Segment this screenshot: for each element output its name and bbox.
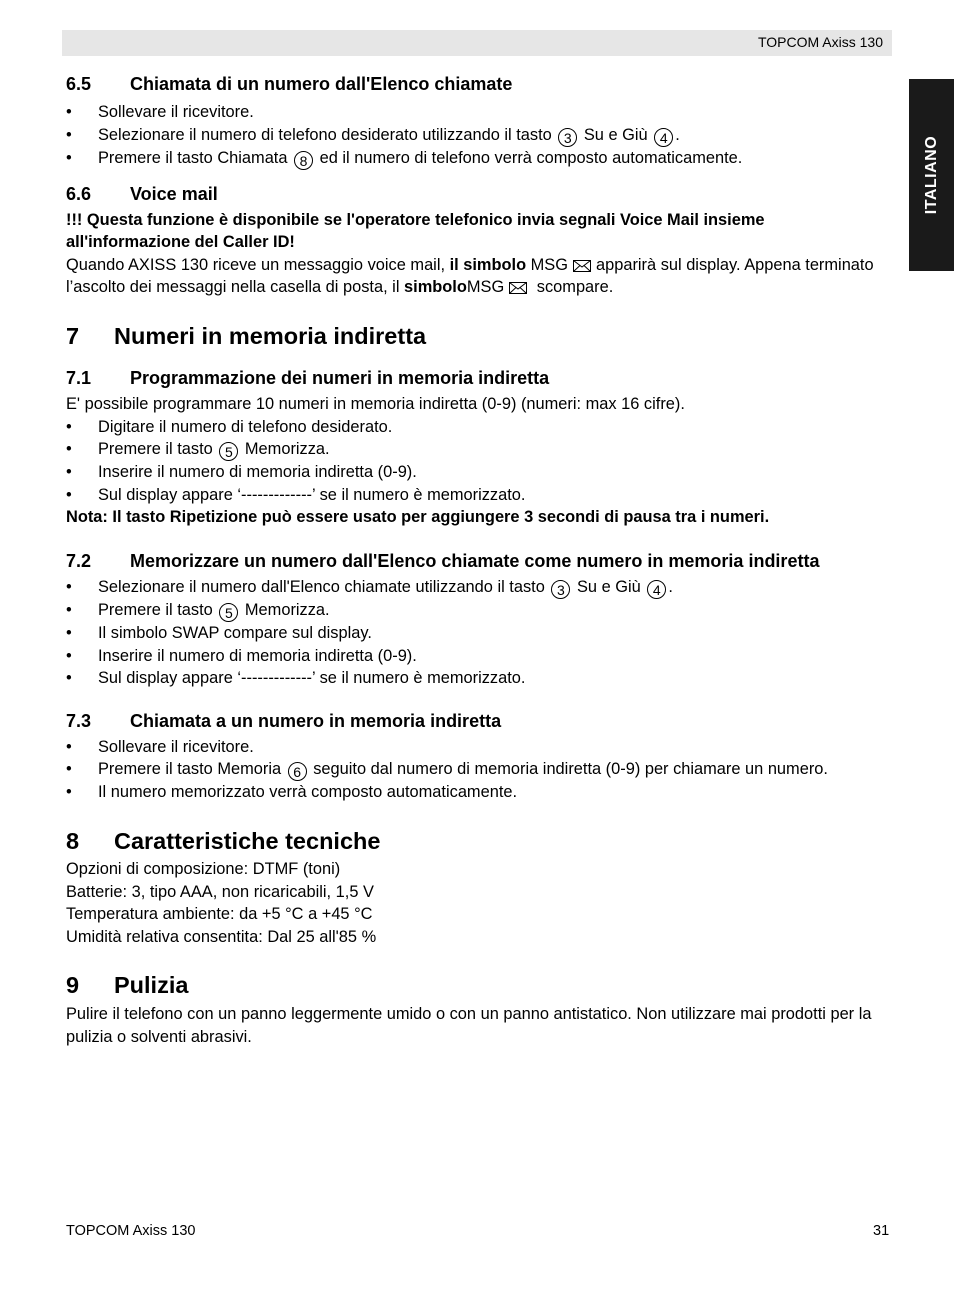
- key-4-icon: 4: [647, 580, 666, 599]
- envelope-icon: [572, 259, 592, 273]
- warning-text: !!! Questa funzione è disponibile se l'operatore telefonico invia segnali Voice Mail insieme all'informazione del Caller ID!: [66, 210, 765, 252]
- key-5-icon: 5: [219, 603, 238, 622]
- chapter-title: Pulizia: [114, 972, 189, 999]
- chapter-8-heading: [66, 826, 892, 856]
- section-number: 7.2: [66, 550, 92, 571]
- key-3-icon: 3: [558, 128, 577, 147]
- chapter-9-heading: [66, 970, 892, 1000]
- section-6-5-heading: [66, 72, 892, 96]
- list-item: • Inserire il numero di memoria indiretta (0-9).: [66, 461, 892, 484]
- cleaning-paragraph: Pulire il telefono con un panno leggermente umido o con un panno antistatico. Non utilizzare mai prodotti per la pulizia o solventi abrasivi.: [66, 1005, 872, 1046]
- list-item: • Selezionare il numero di telefono desiderato utilizzando il tasto 3 Su e Giù 4 .: [66, 124, 892, 147]
- spec-line: Umidità relativa consentita: Dal 25 all'85 %: [66, 927, 377, 946]
- spec-line: Temperatura ambiente: da +5 °C a +45 °C: [66, 905, 373, 924]
- language-tab: [909, 79, 954, 271]
- section-7-3-heading: [66, 709, 892, 733]
- intro-text: E' possibile programmare 10 numeri in memoria indiretta (0-9) (numeri: max 16 cifre).: [66, 394, 685, 413]
- language-tab-label: ITALIANO: [922, 135, 940, 215]
- header-bar: [62, 30, 892, 56]
- bullet-list: [66, 576, 892, 690]
- key-3-icon: 3: [551, 580, 570, 599]
- section-title: Chiamata a un numero in memoria indiretta: [130, 710, 502, 731]
- list-item: • Il simbolo SWAP compare sul display.: [66, 622, 892, 645]
- list-item: • Premere il tasto Chiamata 8 ed il numero di telefono verrà composto automaticamente.: [66, 147, 892, 170]
- envelope-icon: [508, 281, 528, 295]
- page-number: 31: [873, 1223, 890, 1239]
- list-item: • Sul display appare ‘-------------’ se il numero è memorizzato.: [66, 667, 892, 690]
- section-title: Chiamata di un numero dall'Elenco chiamate: [130, 74, 513, 94]
- footer-product: TOPCOM Axiss 130: [66, 1223, 196, 1239]
- list-item: • Selezionare il numero dall'Elenco chiamate utilizzando il tasto 3 Su e Giù 4 .: [66, 576, 892, 599]
- section-6-6-heading: [66, 182, 892, 206]
- section-title: Memorizzare un numero dall'Elenco chiamate come numero in memoria indiretta: [130, 550, 820, 571]
- chapter-title: Caratteristiche tecniche: [114, 827, 381, 854]
- section-7-2-heading: [66, 549, 892, 573]
- key-8-icon: 8: [294, 151, 313, 170]
- list-item: • Sul display appare ‘-------------’ se il numero è memorizzato.: [66, 484, 892, 507]
- section-number: 6.5: [66, 74, 92, 94]
- chapter-number: 9: [66, 972, 80, 999]
- bullet-list: [66, 101, 892, 170]
- section-title: Voice mail: [130, 183, 218, 204]
- bullet-list: [66, 416, 892, 507]
- key-5-icon: 5: [219, 442, 238, 461]
- chapter-7-heading: [66, 321, 892, 351]
- list-item: • Premere il tasto Memoria 6 seguito dal numero di memoria indiretta (0-9) per chiamare un numero.: [66, 758, 892, 781]
- note-text: Nota: Il tasto Ripetizione può essere usato per aggiungere 3 secondi di pausa tra i numeri.: [66, 508, 770, 527]
- key-4-icon: 4: [654, 128, 673, 147]
- list-item: • Inserire il numero di memoria indiretta (0-9).: [66, 645, 892, 668]
- list-item: • Digitare il numero di telefono desiderato.: [66, 416, 892, 439]
- list-item: • Sollevare il ricevitore.: [66, 736, 892, 759]
- list-item: • Premere il tasto 5 Memorizza.: [66, 438, 892, 461]
- section-number: 7.1: [66, 367, 92, 388]
- key-6-icon: 6: [288, 762, 307, 781]
- voicemail-paragraph: Quando AXISS 130 riceve un messaggio voice mail, il simbolo MSG apparirà sul display. Appena terminato l’ascolto dei messaggi nella casella di posta, il simboloMSG scompare.: [66, 255, 874, 297]
- list-item: • Sollevare il ricevitore.: [66, 101, 892, 124]
- spec-line: Batterie: 3, tipo AAA, non ricaricabili, 1,5 V: [66, 882, 374, 901]
- header-product: TOPCOM Axiss 130: [757, 34, 883, 50]
- list-item: • Il numero memorizzato verrà composto automaticamente.: [66, 781, 892, 804]
- section-7-1-heading: [66, 366, 892, 390]
- chapter-number: 7: [66, 322, 80, 349]
- page-content: [66, 72, 892, 1048]
- list-item: • Premere il tasto 5 Memorizza.: [66, 599, 892, 622]
- spec-line: Opzioni di composizione: DTMF (toni): [66, 859, 341, 878]
- section-number: 6.6: [66, 183, 92, 204]
- bullet-list: [66, 736, 892, 804]
- chapter-number: 8: [66, 827, 80, 854]
- section-title: Programmazione dei numeri in memoria indiretta: [130, 367, 550, 388]
- chapter-title: Numeri in memoria indiretta: [114, 322, 427, 349]
- section-number: 7.3: [66, 710, 92, 731]
